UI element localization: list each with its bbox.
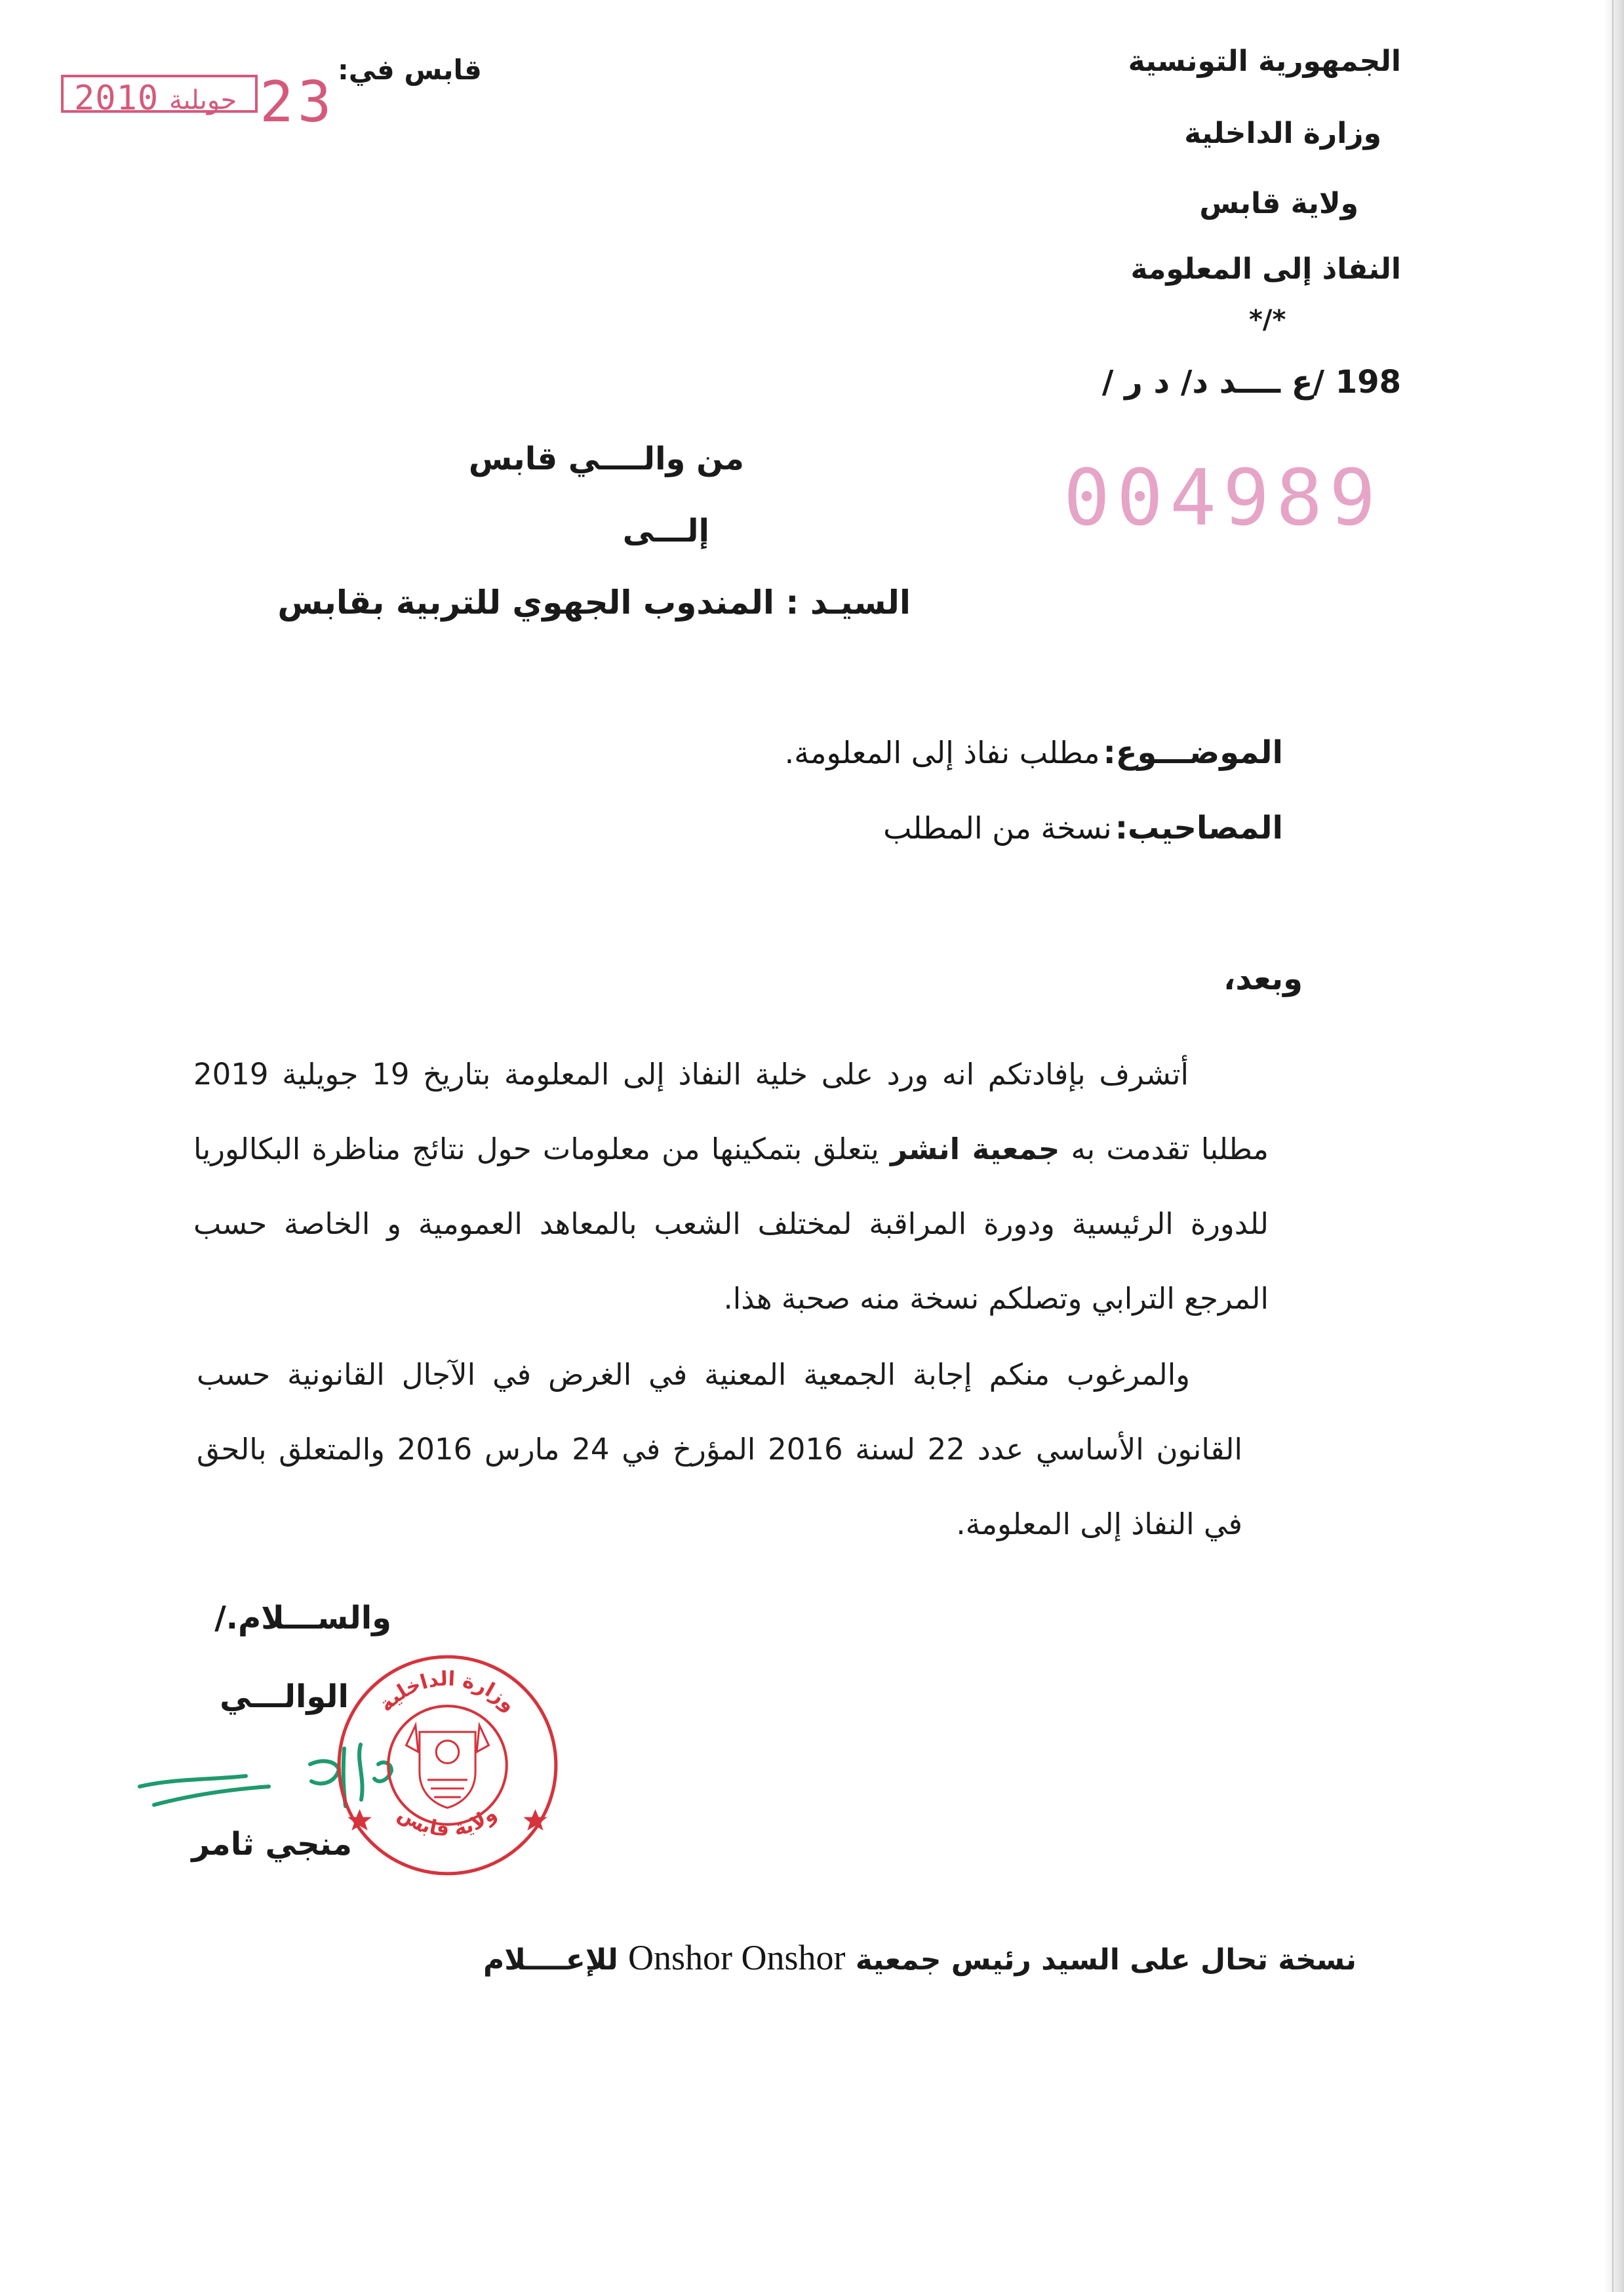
header-republic: الجمهورية التونسية [1128, 45, 1401, 78]
svg-text:وزارة الداخلية [374, 1668, 520, 1716]
seal-top-text: وزارة الداخلية [374, 1667, 521, 1717]
reference-number: 198 /ع ــــد د/ د ر / [1101, 364, 1401, 401]
official-seal [334, 1652, 561, 1878]
recipient-line: السيـد : المندوب الجهوي للتربية بقابس [277, 583, 911, 622]
header-ministry: وزارة الداخلية [1184, 117, 1381, 150]
subject-text: مطلب نفاذ إلى المعلومة. [784, 735, 1100, 770]
subject-label: الموضـــوع: [1103, 734, 1283, 771]
date-stamp-month: جويلية [169, 85, 237, 115]
copy-note [483, 1937, 1357, 1978]
to-line: إلـــى [622, 513, 709, 549]
attachments-line [883, 810, 1283, 846]
scan-edge-shadow [1604, 0, 1624, 2292]
place-date-label: قابس في: [338, 54, 482, 86]
header-department: النفاذ إلى المعلومة [1130, 252, 1401, 286]
subject-line [785, 734, 1283, 771]
scan-edge-line [1612, 0, 1614, 2292]
seal-emblem [406, 1726, 489, 1808]
body-paragraph-2: والمرغوب منكم إجابة الجمعية المعنية في الغرض في الآجال القانونية حسب القانون الأساسي عدد 22 لسنة 2016 المؤرخ في 24 مارس 2016 والمتعلق بالحق في النفاذ إلى المعلومة. [197, 1357, 1243, 1541]
header-marker: */* [1249, 305, 1286, 335]
signatory-title: الوالـــي [220, 1678, 349, 1715]
copy-note-suffix: للإعــــلام [483, 1943, 618, 1977]
body-p1-start: أتشرف بإفادتكم انه ورد على خلية النفاذ إلى المعلومة بتاريخ 19 جويلية 2019 مطلبا تقدمت به [193, 1057, 1269, 1166]
body-p1-end: يتعلق بتمكينها من معلومات حول نتائج مناظرة البكالوريا للدورة الرئيسية ودورة المراقبة لمختلف الشعب بالمعاهد العمومية و الخاصة حسب المرجع الترابي وتصلكم نسخة منه صحبة هذا. [193, 1132, 1269, 1316]
date-stamp-year: 2010 [74, 79, 159, 118]
association-name: جمعية انشر [890, 1132, 1060, 1166]
greeting: وبعد، [1223, 960, 1303, 997]
attachments-label: المصاحيب: [1115, 810, 1283, 846]
header-governorate: ولاية قابس [1199, 187, 1358, 220]
seal-bottom-text: ولاية قابس [393, 1802, 502, 1842]
body-paragraph-1 [193, 1037, 1269, 1336]
closing-salutation: والســـلام./ [214, 1600, 391, 1636]
date-stamp [61, 66, 336, 135]
copy-note-name: Onshor Onshor [628, 1938, 846, 1977]
attachments-text: نسخة من المطلب [883, 810, 1112, 846]
sender-line: من والــــي قابس [468, 441, 744, 477]
date-stamp-day: 23 [260, 69, 336, 135]
signatory-name: منجي ثامر [191, 1826, 352, 1863]
copy-note-prefix: نسخة تحال على السيد رئيس جمعية [855, 1943, 1357, 1977]
registration-number: 004989 [1063, 452, 1383, 543]
